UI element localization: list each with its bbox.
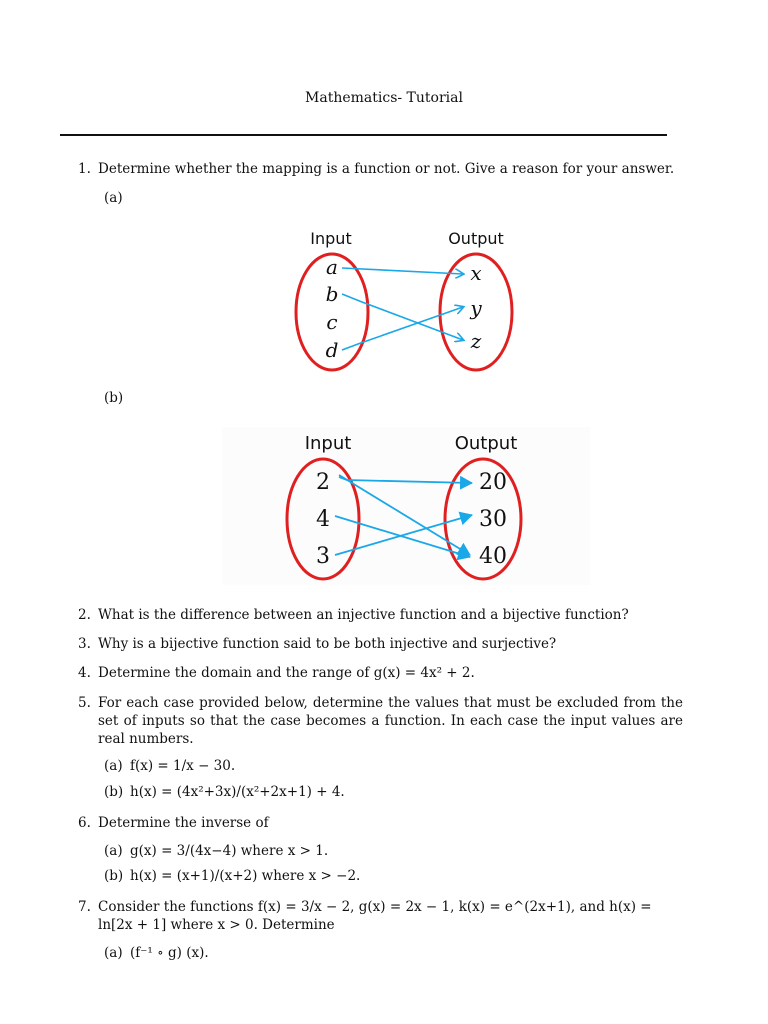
question-number: 6. xyxy=(78,815,91,831)
output-value: y xyxy=(470,296,482,320)
question-number: 3. xyxy=(78,636,91,652)
q7-part-a xyxy=(104,945,209,961)
input-value: 3 xyxy=(316,544,330,569)
q6-part-b xyxy=(104,868,360,884)
part-expression: g(x) = 3/(4x−4) where x > 1. xyxy=(130,843,329,859)
part-label: (a) xyxy=(104,758,123,774)
question-text: Consider the functions f(x) = 3/x − 2, g(x) = 2x − 1, k(x) = e^(2x+1), and h(x) = ln[2x + 1] where x > 0. Determine xyxy=(98,899,652,933)
question-text: Determine the inverse of xyxy=(98,815,269,831)
question-7 xyxy=(78,898,688,934)
mapping-diagram-a xyxy=(280,222,540,380)
part-label: (a) xyxy=(104,843,123,859)
output-title: Output xyxy=(448,229,504,248)
question-number: 7. xyxy=(78,899,91,915)
input-value: 2 xyxy=(316,470,330,495)
question-text: For each case provided below, determine the values that must be excluded from the set of inputs so that the case becomes a function. In each case the input values are real numbers. xyxy=(98,695,683,747)
part-expression: (f⁻¹ ∘ g) (x). xyxy=(130,945,209,961)
question-number: 5. xyxy=(78,695,91,711)
output-value: 20 xyxy=(479,470,507,495)
q6-part-a xyxy=(104,843,328,859)
question-number: 2. xyxy=(78,607,91,623)
question-text: Determine whether the mapping is a function or not. Give a reason for your answer. xyxy=(98,161,675,177)
part-expression: f(x) = 1/x − 30. xyxy=(130,758,236,774)
part-expression: h(x) = (x+1)/(x+2) where x > −2. xyxy=(130,868,361,884)
mapping-arrow xyxy=(342,294,463,340)
input-value: b xyxy=(325,282,339,306)
output-title: Output xyxy=(454,433,518,454)
header-rule xyxy=(60,134,667,136)
output-value: 40 xyxy=(479,544,507,569)
output-value: z xyxy=(470,329,482,353)
input-value: a xyxy=(326,255,338,279)
q1-part-a-label: (a) xyxy=(104,190,123,206)
part-expression: h(x) = (4x²+3x)/(x²+2x+1) + 4. xyxy=(130,784,345,800)
part-label: (b) xyxy=(104,868,124,884)
input-value: 4 xyxy=(316,507,330,532)
question-1 xyxy=(78,160,688,178)
question-2 xyxy=(78,606,688,624)
output-value: 30 xyxy=(479,507,507,532)
question-3 xyxy=(78,635,688,653)
input-title: Input xyxy=(304,433,352,454)
q5-part-b xyxy=(104,784,345,800)
question-text: Why is a bijective function said to be both injective and surjective? xyxy=(98,636,557,652)
question-6 xyxy=(78,814,688,832)
q1-part-b-label: (b) xyxy=(104,390,124,406)
mapping-diagram-b xyxy=(222,427,590,585)
question-number: 4. xyxy=(78,665,91,681)
question-5 xyxy=(78,694,688,748)
q5-part-a xyxy=(104,758,235,774)
question-text: Determine the domain and the range of g(x) = 4x² + 2. xyxy=(98,665,475,681)
question-number: 1. xyxy=(78,161,91,177)
part-label: (b) xyxy=(104,784,124,800)
part-label: (a) xyxy=(104,945,123,961)
output-value: x xyxy=(470,261,482,285)
page-title: Mathematics- Tutorial xyxy=(305,90,463,106)
question-text: What is the difference between an injective function and a bijective function? xyxy=(98,607,629,623)
input-value: c xyxy=(326,310,338,334)
question-4 xyxy=(78,664,688,682)
input-value: d xyxy=(325,338,339,362)
input-title: Input xyxy=(310,229,352,248)
